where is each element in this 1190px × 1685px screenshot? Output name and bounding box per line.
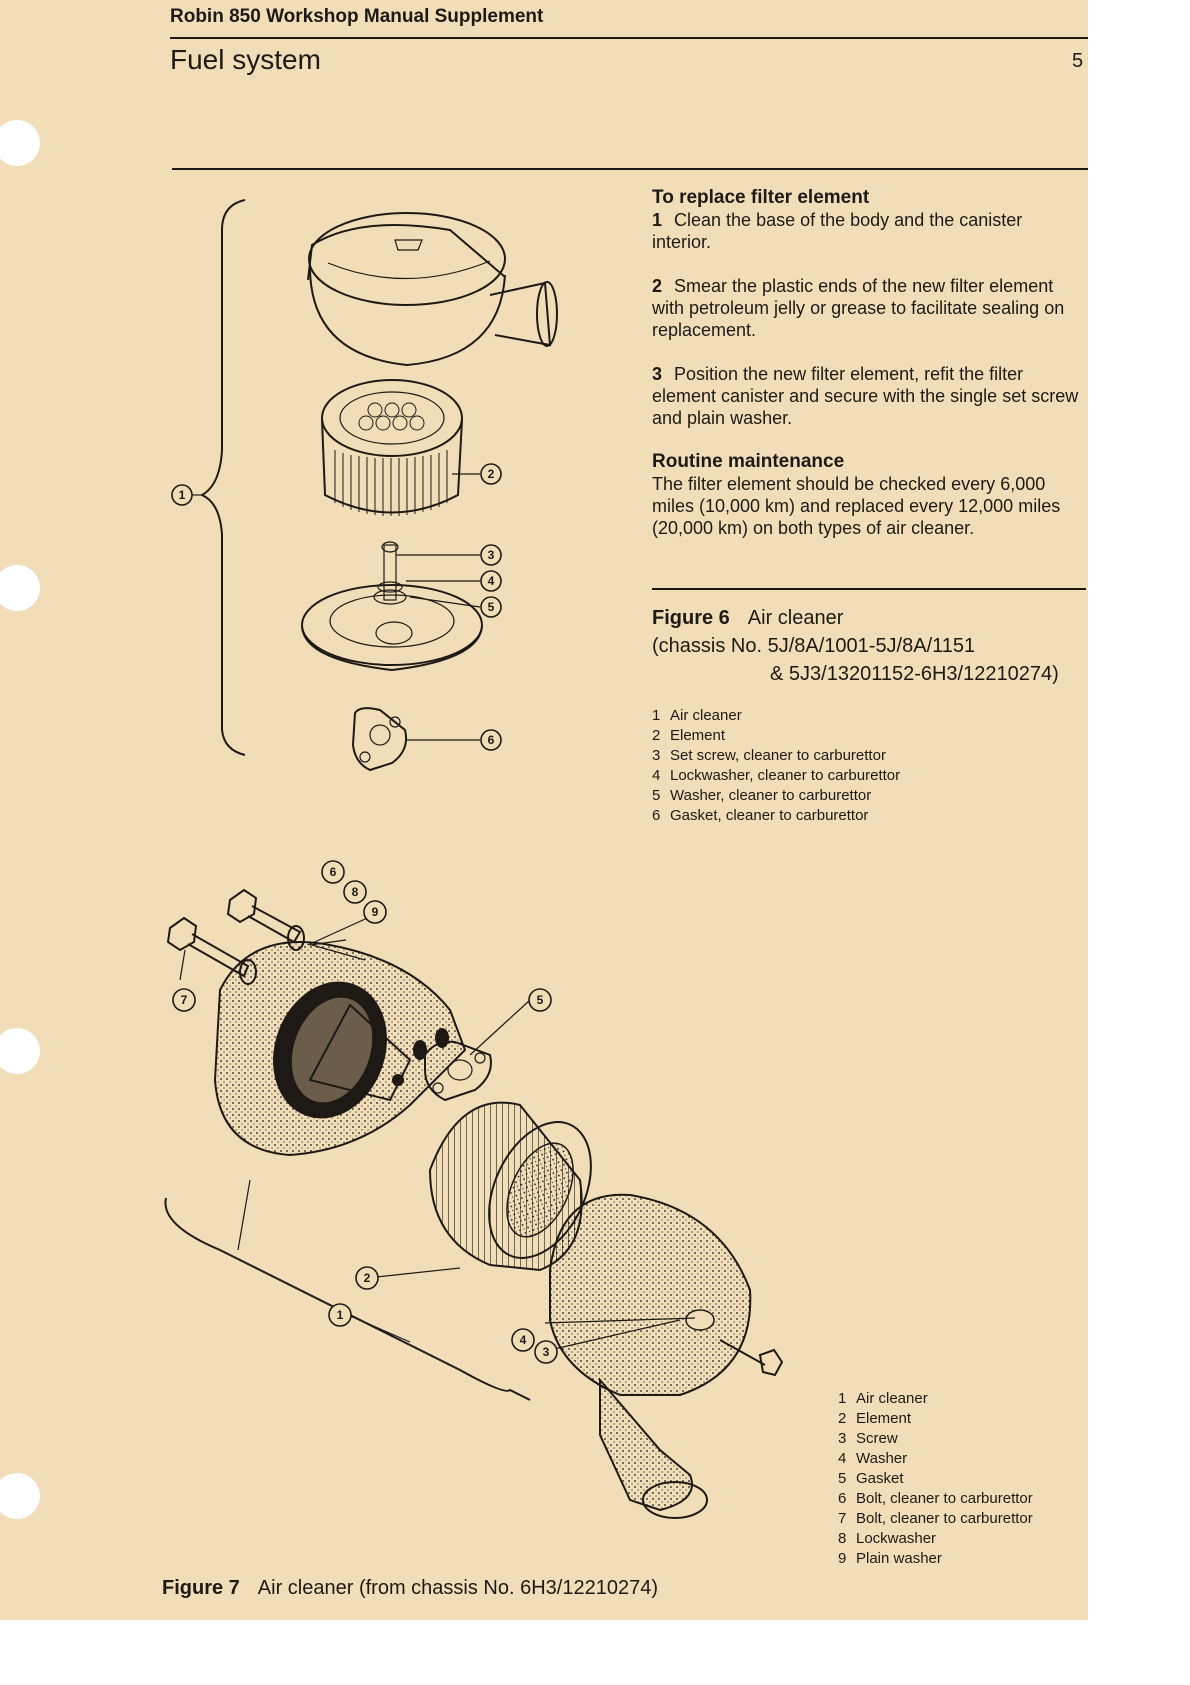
svg-text:5: 5: [536, 993, 544, 1007]
punch-hole: [0, 120, 40, 166]
figure6-rule: [652, 588, 1086, 590]
key-num: 1: [652, 707, 661, 724]
routine-maintenance-text: The filter element should be checked every 6,000 miles (10,000 km) and replaced every 12,000 miles (20,000 km) on both types of air cleaner.: [652, 474, 1061, 538]
key-num: 3: [838, 1430, 847, 1447]
figure7-exploded-drawing: [160, 850, 820, 1570]
figure6-caption: [652, 604, 1092, 688]
key-text: Plain washer: [856, 1550, 942, 1567]
header-rule: [170, 37, 1088, 39]
key-item: [838, 1549, 1033, 1569]
svg-text:7: 7: [180, 993, 188, 1007]
key-text: Lockwasher, cleaner to carburettor: [670, 767, 901, 784]
callout-5: [481, 597, 501, 617]
key-num: 2: [652, 727, 661, 744]
header-divider: [172, 168, 1088, 170]
figure6-label: Figure 6: [652, 607, 730, 629]
key-text: Washer, cleaner to carburettor: [670, 787, 872, 804]
gasket-drawing: [353, 708, 406, 770]
instructions-column: [652, 187, 1082, 539]
figure7-caption: [162, 1577, 658, 1600]
svg-text:1: 1: [178, 488, 186, 502]
callout-3: [535, 1341, 557, 1363]
key-item: [838, 1389, 1033, 1409]
key-text: Air cleaner: [670, 707, 742, 724]
figure6-exploded-drawing: [160, 185, 560, 825]
step-number: 2: [652, 276, 663, 296]
svg-text:2: 2: [363, 1271, 371, 1285]
key-item: [838, 1429, 1033, 1449]
key-item: [838, 1529, 1033, 1549]
svg-text:6: 6: [487, 733, 495, 747]
key-item: [652, 706, 900, 726]
callout-5: [529, 989, 551, 1011]
bracket: [202, 200, 245, 755]
key-text: Set screw, cleaner to carburettor: [670, 747, 886, 764]
callout-1: [172, 485, 192, 505]
key-num: 4: [838, 1450, 847, 1467]
key-text: Lockwasher: [856, 1530, 937, 1547]
manual-title: Robin 850 Workshop Manual Supplement: [170, 6, 544, 27]
key-item: [838, 1509, 1033, 1529]
figure6-title: Air cleaner: [747, 607, 844, 629]
section-title: Fuel system: [170, 44, 321, 75]
step-text: Position the new filter element, refit the filter element canister and secure with the single set screw and plain washer.: [652, 364, 1079, 428]
step-number: 3: [652, 364, 663, 384]
figure7-title: Air cleaner (from chassis No. 6H3/12210274): [257, 1577, 658, 1599]
canister-drawing: [308, 213, 557, 365]
svg-text:4: 4: [487, 574, 495, 588]
step-2: [652, 275, 1082, 341]
svg-text:4: 4: [519, 1333, 527, 1347]
callout-4: [481, 571, 501, 591]
step-3: [652, 363, 1082, 429]
key-num: 9: [838, 1550, 847, 1567]
step-text: Clean the base of the body and the canister interior.: [652, 210, 1023, 252]
base-plate-drawing: [302, 542, 482, 670]
key-num: 5: [652, 787, 661, 804]
key-num: 6: [838, 1490, 847, 1507]
svg-text:5: 5: [487, 600, 495, 614]
callout-9: [364, 901, 386, 923]
routine-maintenance-heading: Routine maintenance: [652, 451, 845, 472]
figure7-key: [838, 1389, 1033, 1569]
figure6-key: [652, 706, 900, 826]
key-num: 1: [838, 1390, 847, 1407]
callout-7: [173, 989, 195, 1011]
housing-drawing: [215, 942, 465, 1155]
key-num: 5: [838, 1470, 847, 1487]
filter-element-drawing: [322, 380, 462, 516]
key-num: 7: [838, 1510, 847, 1527]
key-item: [838, 1489, 1033, 1509]
step-text: Smear the plastic ends of the new filter element with petroleum jelly or grease to facilitate sealing on replacement.: [652, 276, 1065, 340]
svg-text:3: 3: [487, 548, 495, 562]
punch-hole: [0, 565, 40, 611]
key-text: Air cleaner: [856, 1390, 928, 1407]
punch-hole: [0, 1473, 40, 1519]
replace-filter-heading: To replace filter element: [652, 187, 870, 208]
key-item: [838, 1449, 1033, 1469]
key-item: [652, 766, 900, 786]
key-num: 6: [652, 807, 661, 824]
figure6-chassis-line2: & 5J3/13201152-6H3/12210274): [770, 663, 1059, 685]
key-num: 3: [652, 747, 661, 764]
punch-hole: [0, 1028, 40, 1074]
page-number: 5: [1072, 50, 1084, 72]
key-item: [652, 806, 900, 826]
key-item: [652, 786, 900, 806]
key-num: 8: [838, 1530, 847, 1547]
callout-4: [512, 1329, 534, 1351]
callout-6: [481, 730, 501, 750]
key-text: Screw: [856, 1430, 898, 1447]
key-text: Element: [856, 1410, 912, 1427]
key-item: [652, 746, 900, 766]
key-text: Bolt, cleaner to carburettor: [856, 1490, 1033, 1507]
svg-text:9: 9: [371, 905, 379, 919]
callout-6: [322, 861, 344, 883]
key-item: [838, 1469, 1033, 1489]
key-num: 4: [652, 767, 661, 784]
canister-drawing: [550, 1195, 782, 1518]
step-number: 1: [652, 210, 663, 230]
svg-text:6: 6: [329, 865, 337, 879]
svg-text:1: 1: [336, 1308, 344, 1322]
figure7-label: Figure 7: [162, 1577, 240, 1599]
svg-text:2: 2: [487, 467, 495, 481]
step-1: [652, 209, 1082, 253]
key-text: Bolt, cleaner to carburettor: [856, 1510, 1033, 1527]
key-text: Element: [670, 727, 726, 744]
key-text: Gasket: [856, 1470, 904, 1487]
key-num: 2: [838, 1410, 847, 1427]
figure6-chassis-line1: (chassis No. 5J/8A/1001-5J/8A/1151: [652, 635, 976, 657]
key-text: Washer: [856, 1450, 908, 1467]
callout-8: [344, 881, 366, 903]
key-text: Gasket, cleaner to carburettor: [670, 807, 869, 824]
key-item: [838, 1409, 1033, 1429]
callout-1: [329, 1304, 351, 1326]
key-item: [652, 726, 900, 746]
callout-2: [356, 1267, 378, 1289]
svg-text:8: 8: [351, 885, 359, 899]
svg-text:3: 3: [542, 1345, 550, 1359]
callout-2: [481, 464, 501, 484]
callout-3: [481, 545, 501, 565]
